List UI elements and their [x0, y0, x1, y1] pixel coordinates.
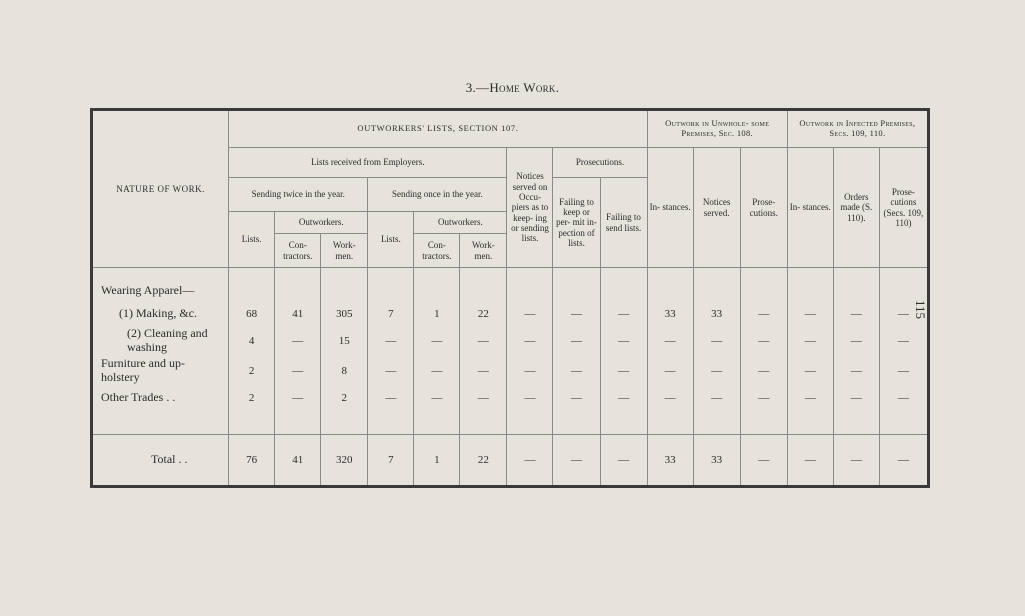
- table-cell: 2: [229, 386, 275, 410]
- table-cell: —: [414, 326, 460, 356]
- table-cell: —: [600, 356, 647, 386]
- section-label: Wearing Apparel—: [92, 268, 229, 303]
- total-cell: 1: [414, 435, 460, 487]
- sending-twice-header: Sending twice in the year.: [229, 178, 368, 212]
- total-cell: —: [833, 435, 879, 487]
- once-workmen-header: Work- men.: [460, 234, 507, 268]
- table-cell: —: [833, 356, 879, 386]
- total-cell: 7: [368, 435, 414, 487]
- nature-of-work-header: NATURE OF WORK.: [92, 110, 229, 268]
- table-cell: —: [693, 326, 740, 356]
- table-cell: —: [647, 356, 693, 386]
- table-cell: 7: [368, 302, 414, 326]
- table-cell: —: [414, 356, 460, 386]
- table-cell: —: [879, 326, 928, 356]
- table-cell: 68: [229, 302, 275, 326]
- table-cell: —: [600, 386, 647, 410]
- total-cell: 22: [460, 435, 507, 487]
- table-cell: —: [275, 386, 321, 410]
- prosecutions-header: Prosecutions.: [553, 148, 647, 178]
- table-cell: —: [879, 356, 928, 386]
- row-label: Furniture and up- holstery: [92, 356, 229, 386]
- total-cell: 41: [275, 435, 321, 487]
- table-cell: 8: [321, 356, 368, 386]
- infected-premises-header: Outwork in Infected Premises, Secs. 109, 110.: [787, 110, 928, 148]
- row-label: (2) Cleaning and washing: [92, 326, 229, 356]
- table-cell: 2: [321, 386, 368, 410]
- table-cell: —: [368, 356, 414, 386]
- total-cell: —: [553, 435, 600, 487]
- table-cell: —: [460, 386, 507, 410]
- table-cell: —: [553, 386, 600, 410]
- table-cell: —: [693, 356, 740, 386]
- table-cell: —: [693, 386, 740, 410]
- total-cell: 320: [321, 435, 368, 487]
- table-row: [92, 326, 929, 356]
- twice-outworkers-header: Outworkers.: [275, 212, 368, 234]
- table-cell: 22: [460, 302, 507, 326]
- table-cell: 33: [647, 302, 693, 326]
- page-title: 3.—Home Work.: [465, 80, 560, 95]
- total-row: [92, 435, 929, 487]
- table-cell: —: [833, 326, 879, 356]
- table-row: [92, 386, 929, 410]
- table-cell: —: [833, 386, 879, 410]
- table-cell: —: [368, 326, 414, 356]
- table-cell: 1: [414, 302, 460, 326]
- table-cell: —: [600, 326, 647, 356]
- table-cell: —: [600, 302, 647, 326]
- table-cell: —: [879, 302, 928, 326]
- table-cell: —: [740, 356, 787, 386]
- table-cell: —: [507, 302, 553, 326]
- table-cell: —: [787, 386, 833, 410]
- notices-served-occupiers-header: Notices served on Occu- piers as to keep- ing or sending lists.: [507, 148, 553, 268]
- table-cell: —: [787, 356, 833, 386]
- table-cell: —: [275, 356, 321, 386]
- table-cell: —: [647, 386, 693, 410]
- infected-prosecutions-header: Prose- cutions (Secs. 109, 110): [879, 148, 928, 268]
- table-cell: —: [787, 302, 833, 326]
- total-cell: —: [787, 435, 833, 487]
- page-number: 115: [913, 300, 928, 320]
- failing-keep-header: Failing to keep or per- mit in- pection of lists.: [553, 178, 600, 268]
- table-cell: 33: [693, 302, 740, 326]
- table-cell: —: [833, 302, 879, 326]
- twice-workmen-header: Work- men.: [321, 234, 368, 268]
- once-lists-header: Lists.: [368, 212, 414, 268]
- table-cell: —: [507, 356, 553, 386]
- home-work-table: [90, 108, 930, 488]
- table-cell: —: [740, 386, 787, 410]
- unwholesome-instances-header: In- stances.: [647, 148, 693, 268]
- section-row: [92, 268, 929, 303]
- table-cell: —: [275, 326, 321, 356]
- table-cell: —: [879, 386, 928, 410]
- unwholesome-prosecutions-header: Prose- cutions.: [740, 148, 787, 268]
- row-label: (1) Making, &c.: [92, 302, 229, 326]
- table-cell: —: [460, 356, 507, 386]
- sending-once-header: Sending once in the year.: [368, 178, 507, 212]
- total-cell: —: [600, 435, 647, 487]
- twice-contractors-header: Con- tractors.: [275, 234, 321, 268]
- table-cell: —: [507, 386, 553, 410]
- total-cell: —: [879, 435, 928, 487]
- total-cell: —: [507, 435, 553, 487]
- table-cell: —: [507, 326, 553, 356]
- twice-lists-header: Lists.: [229, 212, 275, 268]
- table-cell: 4: [229, 326, 275, 356]
- failing-send-header: Failing to send lists.: [600, 178, 647, 268]
- table-cell: —: [553, 356, 600, 386]
- lists-received-header: Lists received from Employers.: [229, 148, 507, 178]
- table-cell: 2: [229, 356, 275, 386]
- table-cell: 305: [321, 302, 368, 326]
- table-cell: —: [647, 326, 693, 356]
- once-outworkers-header: Outworkers.: [414, 212, 507, 234]
- unwholesome-notices-header: Notices served.: [693, 148, 740, 268]
- table-row: [92, 302, 929, 326]
- table-cell: —: [368, 386, 414, 410]
- total-cell: 76: [229, 435, 275, 487]
- unwholesome-premises-header: Outwork in Unwhole- some Premises, Sec. 108.: [647, 110, 787, 148]
- table-cell: —: [740, 302, 787, 326]
- total-cell: —: [740, 435, 787, 487]
- spacer-row: [92, 410, 929, 435]
- row-label: Other Trades . .: [92, 386, 229, 410]
- table-cell: —: [460, 326, 507, 356]
- table-cell: —: [787, 326, 833, 356]
- total-label: Total . .: [92, 435, 229, 487]
- once-contractors-header: Con- tractors.: [414, 234, 460, 268]
- table-cell: —: [553, 302, 600, 326]
- total-cell: 33: [693, 435, 740, 487]
- table-cell: —: [740, 326, 787, 356]
- infected-orders-header: Orders made (S. 110).: [833, 148, 879, 268]
- infected-instances-header: In- stances.: [787, 148, 833, 268]
- table-cell: —: [553, 326, 600, 356]
- table-row: [92, 356, 929, 386]
- table-cell: 41: [275, 302, 321, 326]
- table-cell: 15: [321, 326, 368, 356]
- total-cell: 33: [647, 435, 693, 487]
- table-cell: —: [414, 386, 460, 410]
- outworkers-lists-header: OUTWORKERS' LISTS, SECTION 107.: [229, 110, 647, 148]
